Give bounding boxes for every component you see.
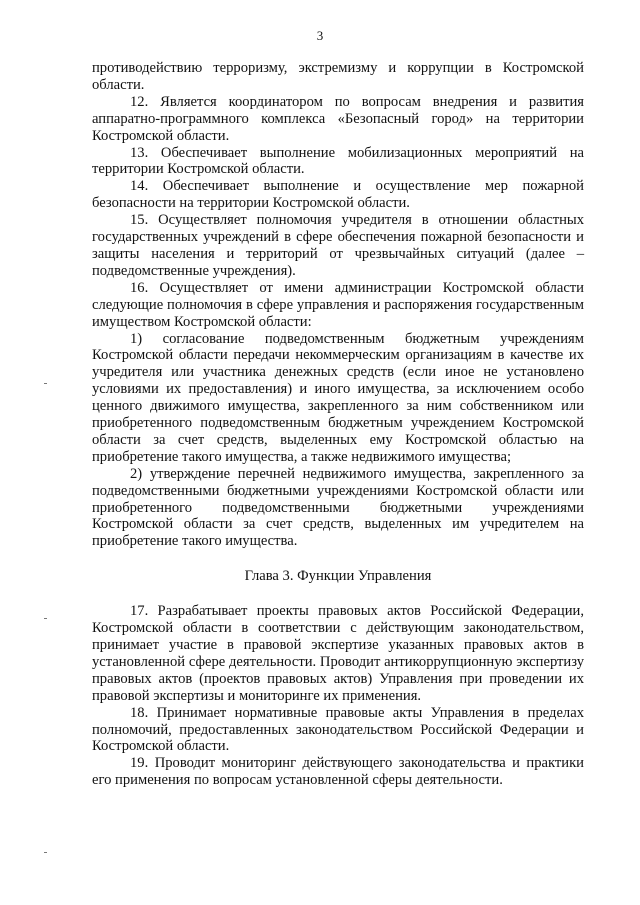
paragraph-17: 17. Разрабатывает проекты правовых актов Российской Федерации, Костромской области в соответствии с действующим законодательством, принимает участие в правовой экспертизе указанных правовых актов в установленной сфере деятельности. Проводит антикоррупционную экспертизу правовых актов (проектов правовых актов) Управления при проведении их правовой экспертизы и мониторинге их применения. <box>92 603 584 704</box>
paragraph-13: 13. Обеспечивает выполнение мобилизационных мероприятий на территории Костромской области. <box>92 144 584 178</box>
margin-mark <box>44 618 47 619</box>
paragraph-16-item-1: 1) согласование подведомственным бюджетным учреждениям Костромской области передачи некоммерческим организациям в качестве их учредителя или участника денежных средств (если иное не установлено условиями их предоставления) и иного имущества, за исключением особо ценного движимого имущества, закрепленного за ним собственником или приобретенного подведомственным бюджетным учреждением Костромской области за счет средств, выделенных ему Костромской областью на приобретение такого имущества, а также недвижимого имущества; <box>92 330 584 465</box>
page-number: 3 <box>316 28 324 43</box>
paragraph-16-item-2: 2) утверждение перечней недвижимого имущества, закрепленного за подведомственными бюджетными учреждениями Костромской области или приобретенного подведомственными бюджетными учреждениями Костромской области за счет средств, выделенных им учредителем на приобретение такого имущества. <box>92 465 584 550</box>
paragraph-continuation: противодействию терроризму, экстремизму и коррупции в Костромской области. <box>92 60 584 93</box>
paragraph-19: 19. Проводит мониторинг действующего законодательства и практики его применения по вопросам установленной сферы деятельности. <box>92 755 584 789</box>
paragraph-16: 16. Осуществляет от имени администрации Костромской области следующие полномочия в сфере управления и распоряжения государственным имуществом Костромской области: <box>92 279 584 330</box>
document-body <box>92 60 584 789</box>
paragraph-12: 12. Является координатором по вопросам внедрения и развития аппаратно-программного комплекса «Безопасный город» на территории Костромской области. <box>92 93 584 144</box>
paragraph-14: 14. Обеспечивает выполнение и осуществление мер пожарной безопасности на территории Костромской области. <box>92 178 584 212</box>
chapter-heading: Глава 3. Функции Управления <box>244 568 432 585</box>
margin-mark <box>44 852 47 853</box>
paragraph-18: 18. Принимает нормативные правовые акты Управления в пределах полномочий, предоставленных законодательством Российской Федерации и Костромской области. <box>92 704 584 755</box>
margin-mark <box>44 383 47 384</box>
paragraph-15: 15. Осуществляет полномочия учредителя в отношении областных государственных учреждений в сфере обеспечения пожарной безопасности и защиты населения и территорий от чрезвычайных ситуаций (далее – подведомственные учреждения). <box>92 212 584 279</box>
